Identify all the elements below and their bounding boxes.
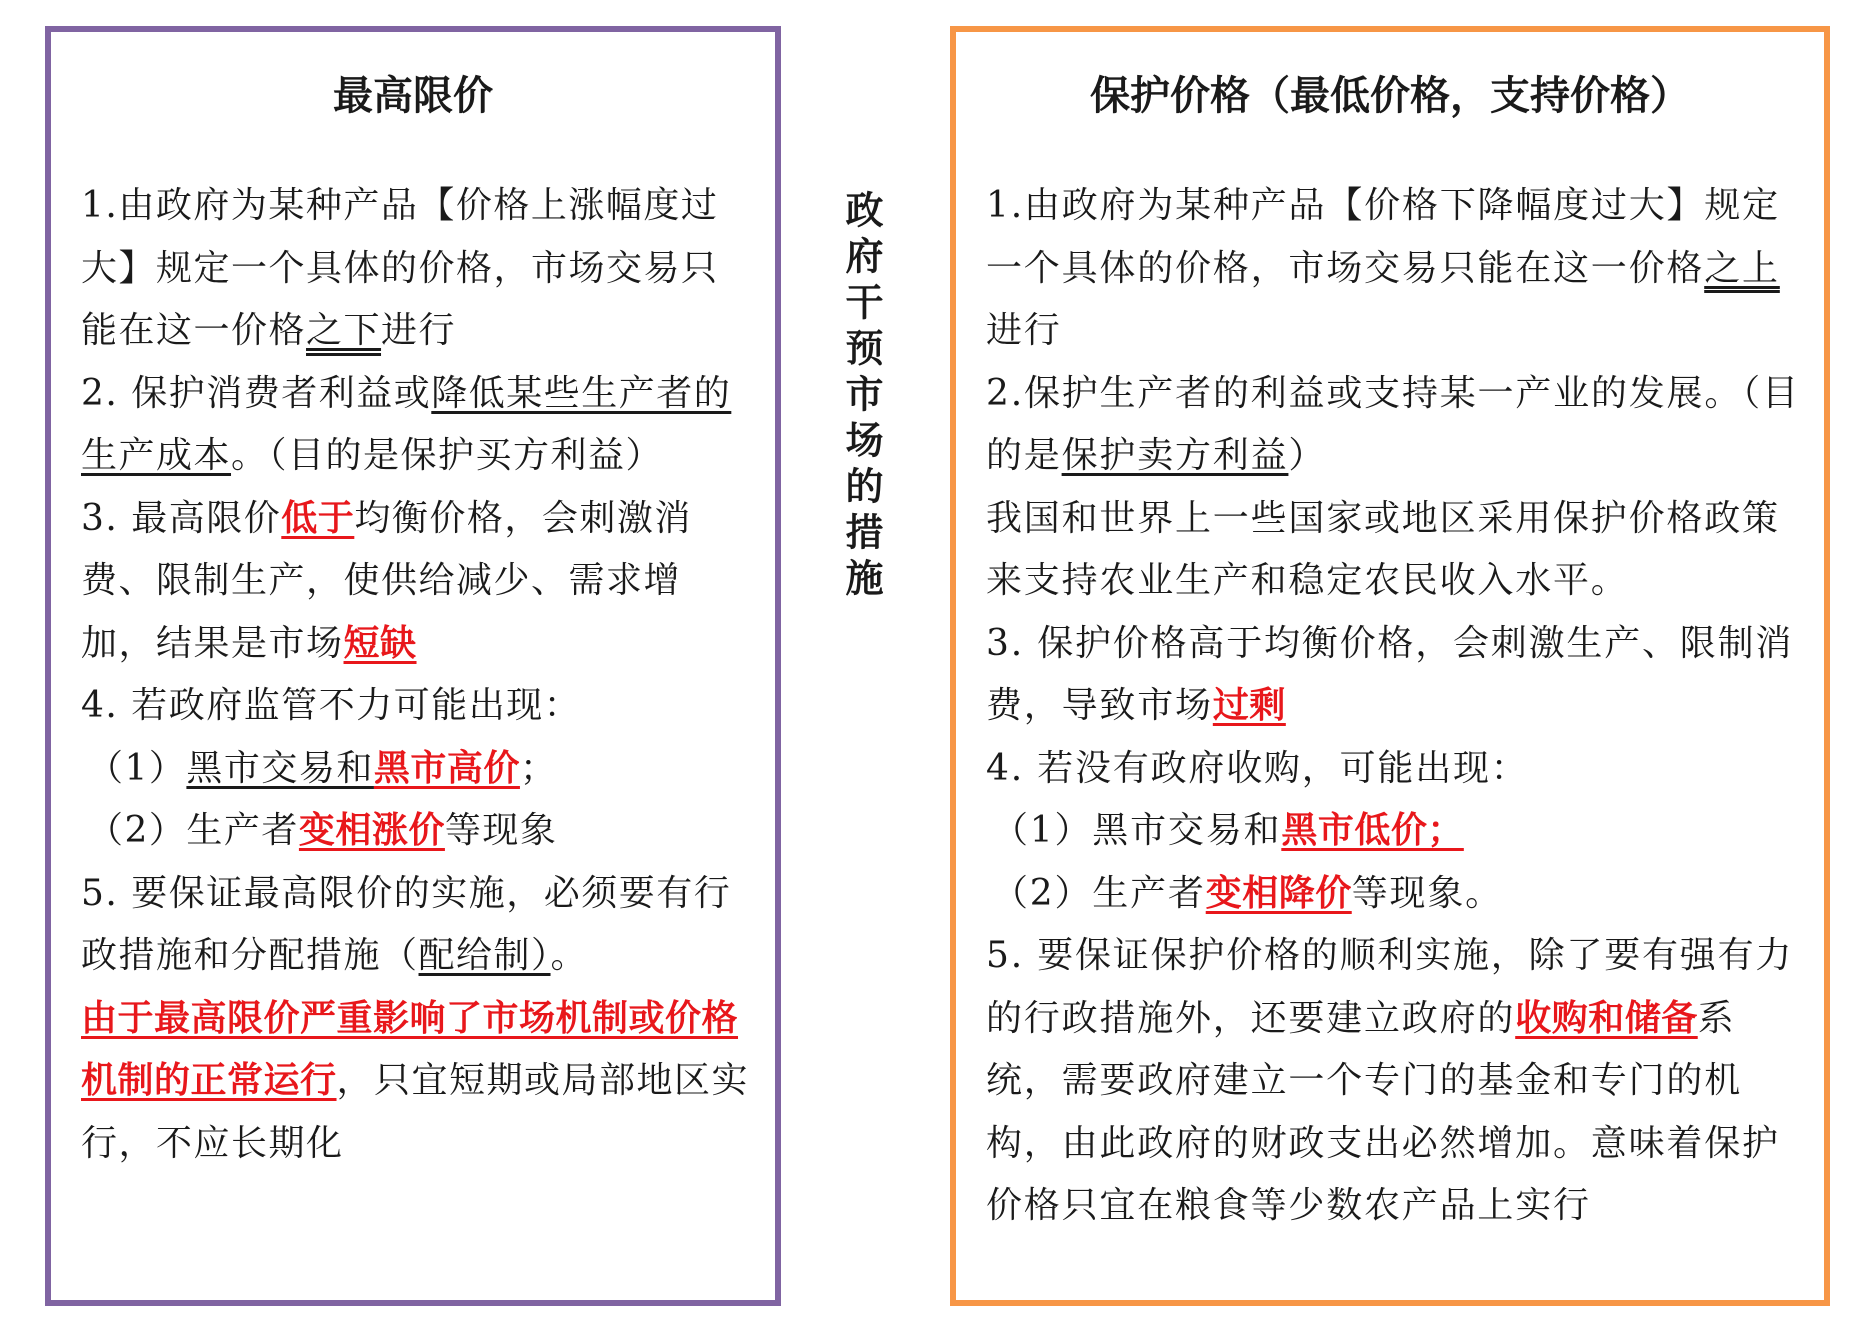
highlight-text: 由于最高限价严重影响了市场机制或价格机制的正常运行 xyxy=(81,997,739,1101)
underlined-text: 保护卖方利益 xyxy=(1061,435,1289,476)
point-5 xyxy=(986,925,1806,1238)
underlined-text: 黑市交易和 xyxy=(186,747,374,789)
underlined-text: 降低某些生产者的生产成本 xyxy=(81,372,732,476)
highlight-text: 收购和储备 xyxy=(1515,997,1698,1039)
text: 进行 xyxy=(381,310,457,351)
highlight-text: 变相涨价 xyxy=(298,810,445,851)
point-2 xyxy=(986,363,1806,488)
center-caption: 政府干预市场的措施 xyxy=(839,190,883,604)
note: 我国和世界上一些国家或地区采用保护价格政策来支持农业生产和稳定农民收入水平。 xyxy=(986,497,1780,601)
sub-point-1 xyxy=(986,800,1806,863)
point-5 xyxy=(81,863,755,988)
underlined-text: 配给制） xyxy=(418,935,551,976)
text: 等现象。 xyxy=(1351,872,1503,914)
text: 等现象 xyxy=(444,810,558,851)
point-1 xyxy=(986,175,1806,363)
panel-title: 最高限价 xyxy=(333,73,493,119)
underlined-text: 之下 xyxy=(306,310,382,351)
text: 3. 保护价格高于均衡价格，会刺激生产、限制消费，导致市场 xyxy=(986,622,1794,726)
panel-title: 保护价格（最低价格，支持价格） xyxy=(1090,73,1690,119)
highlight-text: 过剩 xyxy=(1212,685,1286,726)
highlight-text: 低于 xyxy=(281,497,355,539)
text: 1.由政府为某种产品【价格下降幅度过大】规定一个具体的价格，市场交易只能在这一价格 xyxy=(986,185,1780,289)
conclusion xyxy=(81,988,755,1176)
panel-body xyxy=(81,175,755,1175)
point-3 xyxy=(986,613,1806,738)
text: ，只宜短期或局部地区实行，不应长期化 xyxy=(81,1060,750,1164)
point-4: 4. 若没有政府收购，可能出现： xyxy=(986,747,1529,789)
support-price-panel xyxy=(950,26,1830,1306)
text: 5. 要保证最高限价的实施，必须要有行政措施和分配措施（ xyxy=(81,872,732,976)
text: 。（目的是保护买方利益） xyxy=(231,435,664,476)
text: 3. 最高限价 xyxy=(81,497,282,539)
text: ） xyxy=(1288,435,1327,476)
point-2 xyxy=(81,363,755,488)
point-3 xyxy=(81,488,755,676)
text: （1） xyxy=(87,747,187,789)
text: 1.由政府为某种产品【价格上涨幅度过大】规定一个具体的价格，市场交易只能在这一价格 xyxy=(81,185,719,351)
text: （2）生产者 xyxy=(992,872,1206,914)
panel-body xyxy=(986,175,1806,1238)
max-price-panel xyxy=(45,26,781,1306)
point-1 xyxy=(81,175,755,363)
text: 进行 xyxy=(986,310,1062,351)
sub-point-2 xyxy=(986,863,1806,926)
text: ； xyxy=(519,747,558,789)
text: 2.保护生产者的利益或支持某一产业的发展。（目的是 xyxy=(986,372,1800,476)
highlight-text: 变相降价 xyxy=(1205,872,1352,914)
highlight-text: 黑市低价； xyxy=(1281,810,1464,851)
highlight-text: 短缺 xyxy=(343,622,417,664)
text: 均衡价格，会刺激消费、限制生产，使供给减少、需求增加，结果是市场 xyxy=(81,497,692,664)
point-4: 4. 若政府监管不力可能出现： xyxy=(81,685,582,726)
text: 2. 保护消费者利益或 xyxy=(81,372,432,414)
text: 5. 要保证保护价格的顺利实施，除了要有强有力的行政措施外，还要建立政府的 xyxy=(986,935,1794,1039)
sub-point-1 xyxy=(81,738,755,801)
sub-point-2 xyxy=(81,800,755,863)
text: 系统，需要政府建立一个专门的基金和专门的机构，由此政府的财政支出必然增加。意味着保护价格只宜在粮食等少数农产品上实行 xyxy=(986,997,1780,1226)
text: （2）生产者 xyxy=(87,810,299,851)
text: 。 xyxy=(550,935,589,976)
text: （1）黑市交易和 xyxy=(992,810,1282,851)
highlight-text: 黑市高价 xyxy=(373,747,520,789)
underlined-text: 之上 xyxy=(1704,247,1780,289)
